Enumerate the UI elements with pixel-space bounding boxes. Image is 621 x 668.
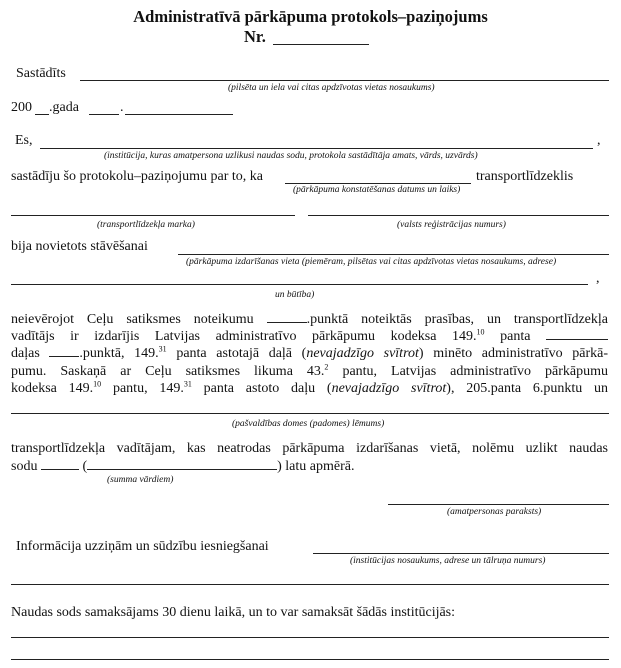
sastadiju-text: sastādīju šo protokolu–paziņojumu par to, ka: [11, 169, 263, 184]
numurs-caption: (valsts reģistrācijas numurs): [397, 220, 506, 230]
sastadits-label: Sastādīts: [16, 66, 66, 81]
transportlidzeklis-text: transportlīdzeklis: [476, 169, 574, 184]
date-caption: (pārkāpuma konstatēšanas datums un laiks): [293, 185, 461, 195]
bija-novietots-label: bija novietots stāvēšanai: [11, 239, 148, 254]
place-line[interactable]: [80, 80, 609, 81]
naudas-sods-text: Naudas sods samaksājams 30 dienu laikā, un to var samaksāt šādās institūcijās:: [11, 605, 456, 620]
institution-caption: (institūcija, kuras amatpersona uzlikusi naudas sodu, protokola sastādītāja amats, vārds, uzvārds): [104, 151, 478, 161]
marka-line[interactable]: [11, 215, 295, 216]
vieta-line[interactable]: [178, 254, 609, 255]
vieta-line-2[interactable]: [11, 284, 588, 285]
es-label: Es,: [15, 133, 33, 148]
institution-line[interactable]: [40, 148, 593, 149]
nr-label: Nr.: [244, 27, 266, 46]
year-line[interactable]: [35, 114, 49, 115]
marka-caption: (transportlīdzekļa marka): [97, 220, 195, 230]
lemums-caption: (pašvaldības domes (padomes) lēmums): [232, 419, 385, 429]
month-line[interactable]: [125, 114, 233, 115]
gada-label: .gada: [49, 100, 79, 115]
paragraph-line-2: vadītājs ir izdarījis Latvijas administratīvo pārkāpumu kodeksa 149.10 panta: [11, 328, 608, 346]
paragraph-line-7: sodu ( ) latu apmērā.: [11, 459, 355, 474]
year-prefix: 200: [11, 100, 32, 115]
numurs-line[interactable]: [308, 215, 609, 216]
paragraph-line-6: transportlīdzekļa vadītājam, kas neatrodas pārkāpuma izdarīšanas vietā, nolēmu uzlikt naudas: [11, 441, 608, 456]
info-caption: (institūcijas nosaukums, adrese un tālruņa numurs): [350, 556, 546, 566]
date-line[interactable]: [285, 183, 471, 184]
document-title: Administratīvā pārkāpuma protokols–paziņojums: [133, 7, 488, 26]
signature-caption: (amatpersonas paraksts): [447, 507, 542, 517]
paragraph-line-3: daļas .punktā, 149.31 panta astotajā daļā (nevajadzīgo svītrot) minēto administratīvo pārkā-: [11, 344, 608, 361]
vieta-caption: (pārkāpuma izdarīšanas vieta (piemēram, pilsētas vai citas apdzīvotas vietas nosaukums, adrese): [186, 257, 557, 267]
lemums-line[interactable]: [11, 413, 609, 414]
informacija-label: Informācija uzziņām un sūdzību iesniegšanai: [16, 539, 269, 554]
paragraph-line-1: neievērojot Ceļu satiksmes noteikumu .punktā noteiktās prasības, un transportlīdzekļa: [11, 312, 608, 327]
place-caption: (pilsēta un iela vai citas apdzīvotas vietas nosaukums): [228, 83, 435, 93]
paragraph-line-5: kodeksa 149.10 pantu, 149.31 panta astoto daļu (nevajadzīgo svītrot), 205.panta 6.punktu un: [11, 379, 609, 396]
day-line[interactable]: [89, 114, 119, 115]
info-line-2[interactable]: [11, 584, 609, 585]
nr-line[interactable]: [273, 44, 369, 45]
butiba-caption: un būtība): [275, 290, 315, 300]
info-line[interactable]: [313, 553, 609, 554]
institutions-line-1[interactable]: [11, 637, 609, 638]
paragraph-line-4: pumu. Saskaņā ar Ceļu satiksmes likuma 43.$^2$ pantu, Latvijas administratīvo pārkāpumu: [11, 362, 608, 379]
summa-caption: (summa vārdiem): [107, 475, 174, 485]
signature-line[interactable]: [388, 504, 609, 505]
institutions-line-2[interactable]: [11, 659, 609, 660]
